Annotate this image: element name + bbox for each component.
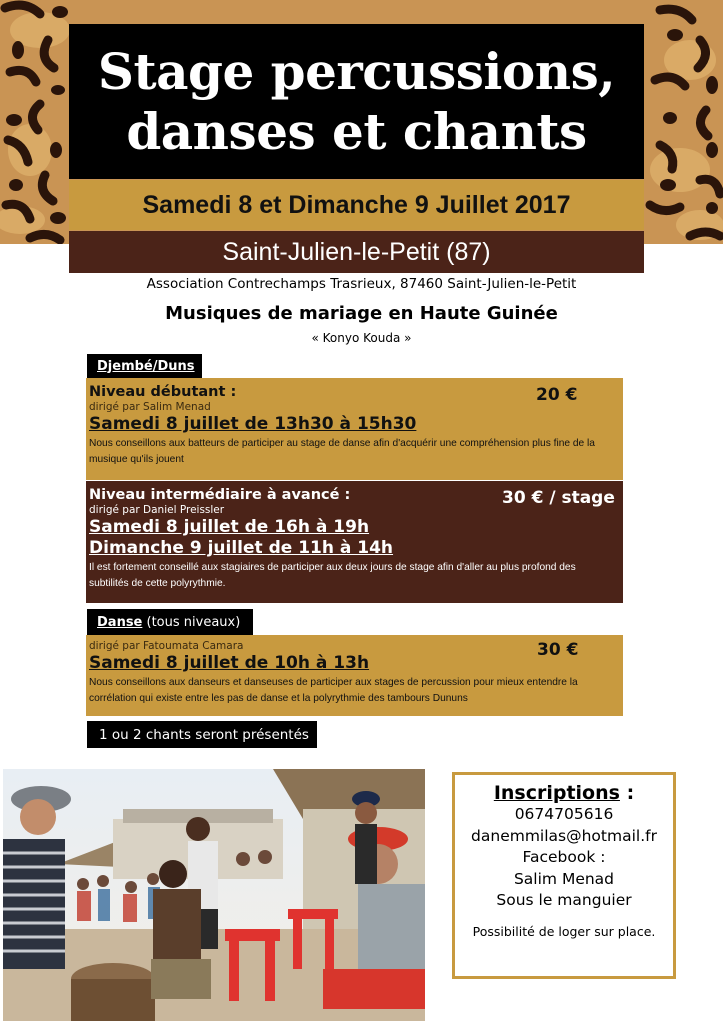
course-description: Il est fortement conseillé aux stagiaires de participer aux deux jours de stage afin d'aller au plus profond des subtilités de cette polyrythmie. — [89, 562, 576, 589]
course-level-label: Niveau intermédiaire à avancé — [89, 487, 340, 503]
section-tab-danse — [87, 609, 253, 635]
course-level-colon: : — [230, 384, 237, 400]
course-card-debutant — [86, 378, 623, 480]
association-address: Association Contrechamps Trasrieux, 87460 Saint-Julien-le-Petit — [146, 276, 577, 292]
course-description: Nous conseillons aux danseurs et danseuses de participer aux stages de percussion pour mieux entendre la corrélation qui existe entre les pas de danse et la polyrythmie des tambours Dununs — [89, 677, 578, 704]
course-price: 30 € / stage — [502, 488, 615, 508]
inscriptions-page: Sous le manguier — [496, 891, 632, 909]
date-bar: Samedi 8 et Dimanche 9 Juillet 2017 — [69, 180, 644, 230]
inscriptions-name: Salim Menad — [513, 869, 615, 888]
course-instructor: dirigé par Daniel Preissler — [89, 504, 225, 516]
course-price: 30 € — [537, 640, 579, 660]
inscriptions-box — [452, 772, 676, 979]
inscriptions-facebook: Facebook : — [522, 848, 606, 866]
inscriptions-title — [455, 782, 673, 804]
course-level-colon: : — [344, 487, 351, 503]
course-schedule-saturday: Samedi 8 juillet de 16h à 19h — [89, 517, 370, 537]
course-instructor: dirigé par Salim Menad — [89, 401, 211, 413]
course-description: Nous conseillons aux batteurs de participer au stage de danse afin d'acquérir une compréhension plus fine de la musique qu'ils jouent — [89, 438, 595, 465]
course-level-label: Niveau débutant — [89, 384, 226, 400]
chants-banner: 1 ou 2 chants seront présentés — [87, 721, 317, 748]
section-tab-djembe-label: Djembé/Duns — [97, 358, 195, 374]
title-block — [69, 24, 644, 179]
course-card-intermediaire — [86, 481, 623, 603]
inscriptions-title-label: Inscriptions — [493, 782, 620, 804]
course-schedule: Samedi 8 juillet de 13h30 à 15h30 — [89, 414, 417, 434]
course-schedule-sunday: Dimanche 9 juillet de 11h à 14h — [89, 538, 394, 558]
inscriptions-title-colon: : — [626, 782, 635, 804]
title-line-2: danses et chants — [126, 101, 587, 161]
inscriptions-phone: 0674705616 — [514, 805, 614, 823]
section-tab-danse-label: Danse — [97, 614, 143, 630]
course-schedule: Samedi 8 juillet de 10h à 13h — [89, 653, 370, 673]
course-instructor: dirigé par Fatoumata Camara — [89, 640, 244, 652]
section-tab-djembe — [87, 354, 202, 378]
section-tab-danse-suffix: (tous niveaux) — [146, 614, 241, 630]
program-title: Musiques de mariage en Haute Guinée — [165, 303, 558, 324]
course-card-danse — [86, 635, 623, 716]
inscriptions-email: danemmilas@hotmail.fr — [471, 826, 657, 845]
title-line-1: Stage percussions, — [97, 41, 616, 101]
inscriptions-note: Possibilité de loger sur place. — [472, 923, 656, 939]
program-subtitle: « Konyo Kouda » — [311, 331, 412, 345]
drummers-photo — [3, 769, 425, 1021]
course-price: 20 € — [536, 385, 578, 405]
location-bar: Saint-Julien-le-Petit (87) — [69, 231, 644, 273]
